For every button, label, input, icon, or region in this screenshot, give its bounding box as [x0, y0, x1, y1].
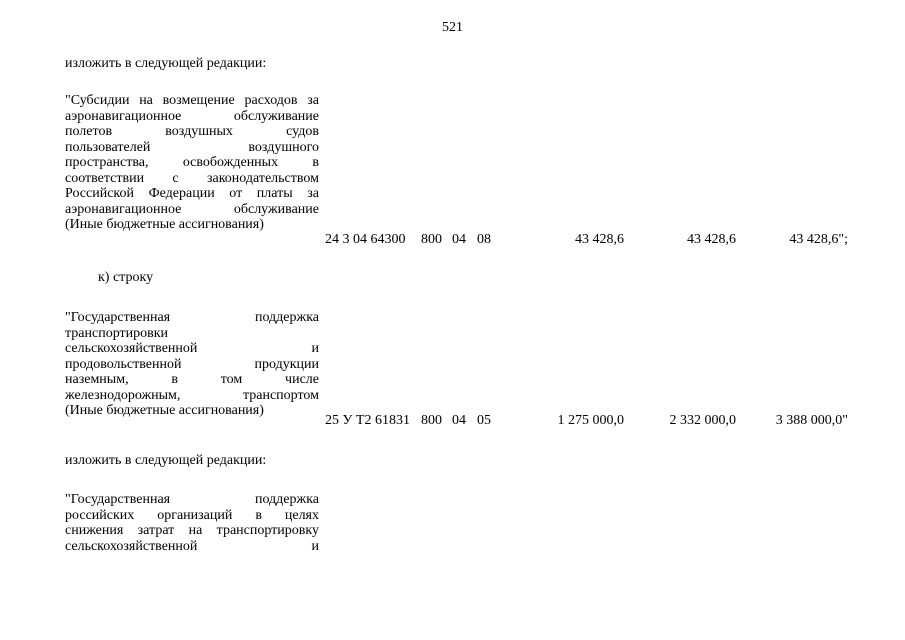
row-1-vr: 800	[421, 232, 442, 247]
row-2-vr: 800	[421, 413, 442, 428]
row-1-line: "Субсидии на возмещение расходов за	[65, 93, 319, 108]
row-1-line: Российской Федерации от платы за	[65, 186, 319, 201]
row-1-line: соответствии с законодательством	[65, 170, 319, 186]
row-2-line: (Иные бюджетные ассигнования)	[65, 403, 264, 418]
row-2-line: транспортировки	[65, 325, 169, 341]
row-1-description	[65, 93, 319, 233]
row-3-line: "Государственная поддержка	[65, 492, 319, 507]
row-1-pr: 08	[477, 232, 491, 247]
row-1-value-1: 43 428,6	[575, 232, 624, 247]
row-3-line: снижения затрат на транспортировку	[65, 523, 319, 538]
row-1-line: полетов воздушных судов	[65, 124, 319, 139]
row-2-line: "Государственная поддержка	[65, 310, 319, 325]
row-1-line: пользователей воздушного	[65, 139, 319, 155]
row-1-line: пространства, освобожденных в	[65, 155, 319, 170]
row-2-line: продовольственной продукции	[65, 356, 319, 372]
row-2-description	[65, 310, 319, 419]
row-2-value-2: 2 332 000,0	[669, 413, 736, 428]
row-2-value-3: 3 388 000,0"	[775, 413, 848, 428]
row-2-code: 25 У Т2 61831	[325, 413, 410, 428]
row-3-line: российских организаций в целях	[65, 507, 319, 523]
row-2-pr: 05	[477, 413, 491, 428]
row-1-rz: 04	[452, 232, 466, 247]
row-1-line: (Иные бюджетные ассигнования)	[65, 217, 264, 232]
row-1-code: 24 3 04 64300	[325, 232, 406, 247]
row-1-line: аэронавигационное обслуживание	[65, 108, 319, 124]
item-k: к) строку	[98, 270, 154, 285]
instruction-text: изложить в следующей редакции:	[65, 56, 267, 71]
row-3-description	[65, 492, 319, 554]
page-number: 521	[442, 20, 463, 35]
instruction-text-2: изложить в следующей редакции:	[65, 453, 267, 468]
row-2-line: железнодорожным, транспортом	[65, 387, 319, 403]
row-2-line: наземным, в том числе	[65, 372, 319, 387]
row-2-rz: 04	[452, 413, 466, 428]
row-1-value-2: 43 428,6	[687, 232, 736, 247]
row-2-line: сельскохозяйственной и	[65, 341, 319, 356]
row-3-line: сельскохозяйственной и	[65, 538, 319, 554]
row-1-value-3: 43 428,6";	[789, 232, 848, 247]
row-2-value-1: 1 275 000,0	[557, 413, 624, 428]
row-1-line: аэронавигационное обслуживание	[65, 201, 319, 217]
